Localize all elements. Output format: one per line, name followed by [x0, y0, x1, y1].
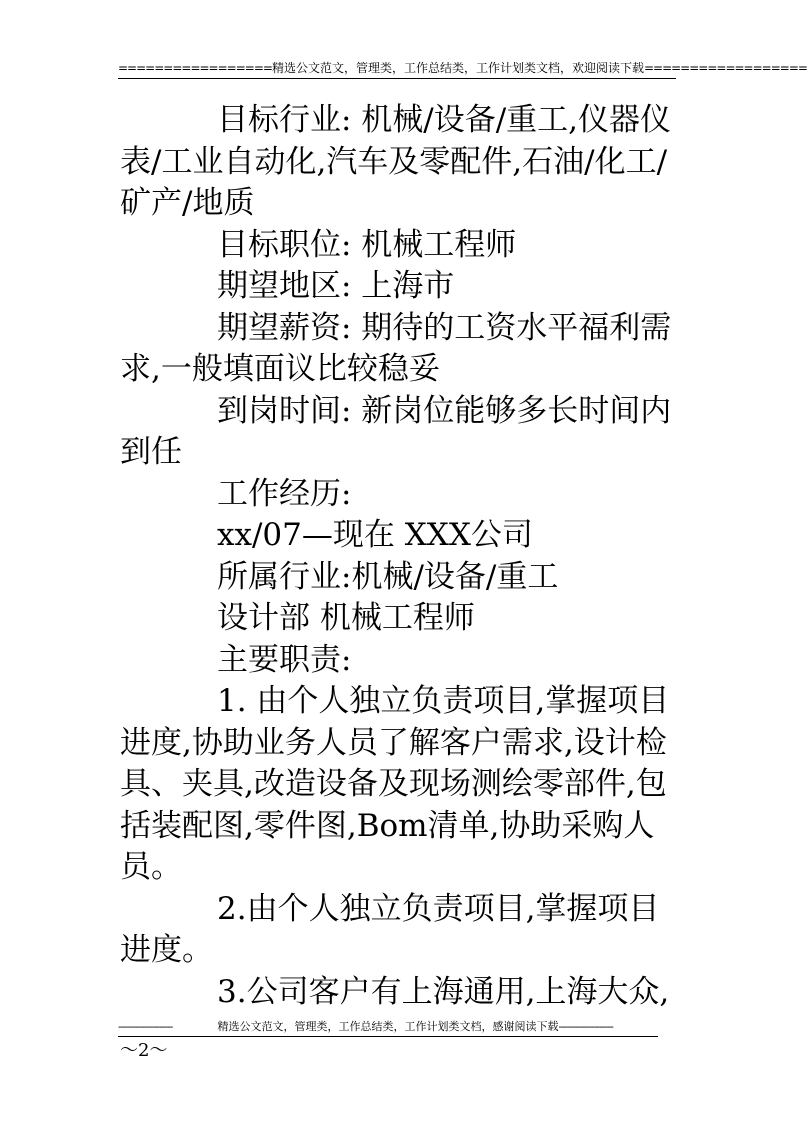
paragraph-expected-salary: 期望薪资: 期待的工资水平福利需求,一般填面议比较稳妥 — [120, 309, 672, 387]
paragraph-work-experience-heading: 工作经历: — [217, 475, 352, 512]
paragraph-responsibility-1: 1. 由个人独立负责项目,掌握项目进度,协助业务人员了解客户需求,设计检具、夹具,改造设备及现场测绘零部件,包括装配图,零件图,Bom清单,协助采购人员。 — [120, 683, 670, 885]
page-header — [118, 58, 807, 79]
paragraph-expected-region: 期望地区: 上海市 — [217, 268, 455, 304]
footer-right-rule: -------------------- — [558, 1020, 613, 1033]
page-footer — [118, 1018, 658, 1037]
paragraph-target-position: 目标职位: 机械工程师 — [217, 226, 517, 263]
footer-text: 精选公文范文，管理类，工作总结类，工作计划类文档，感谢阅读下载 — [217, 1020, 559, 1033]
paragraph-responsibility-3: 3.公司客户有上海通用,上海大众, — [217, 973, 670, 1010]
paragraph-start-time: 到岗时间: 新岗位能够多长时间内到任 — [120, 392, 672, 470]
paragraph-industry: 所属行业:机械/设备/重工 — [217, 558, 559, 595]
header-right-rule: ================== — [643, 61, 807, 75]
header-text: 精选公文范文，管理类，工作总结类，工作计划类文档，欢迎阅读下载 — [271, 61, 644, 75]
paragraph-department: 设计部 机械工程师 — [217, 600, 475, 636]
footer-left-rule: -------------------- — [118, 1020, 173, 1033]
header-left-rule: ================= — [118, 61, 272, 75]
paragraph-responsibilities-heading: 主要职责: — [217, 641, 352, 678]
paragraph-responsibility-2: 2.由个人独立负责项目,掌握项目进度。 — [120, 890, 660, 968]
page-number: ～2～ — [120, 1040, 168, 1061]
paragraph-target-industry: 目标行业: 机械/设备/重工,仪器仪表/工业自动化,汽车及零配件,石油/化工/矿产/地质 — [120, 102, 672, 221]
document-body — [120, 100, 680, 1013]
paragraph-job-period: xx/07—现在 XXX公司 — [217, 517, 533, 553]
